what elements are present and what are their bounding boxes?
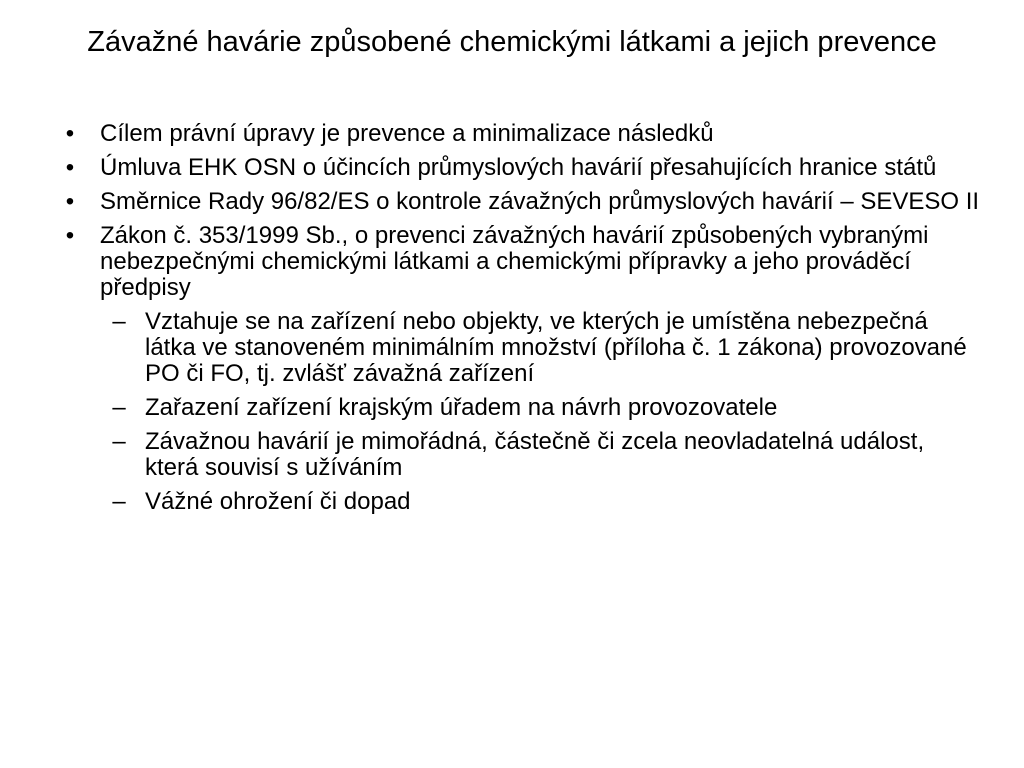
sub-bullet-text: Závažnou havárií je mimořádná, částečně či zcela neovladatelná událost, která souvisí s užíváním [145, 428, 925, 481]
bullet-marker: • [65, 154, 75, 181]
sub-bullet-marker: – [112, 394, 126, 421]
sub-bullet-text: Vážné ohrožení či dopad [145, 488, 411, 515]
bullet-item [60, 155, 980, 181]
sub-bullet-list [100, 309, 980, 515]
bullet-marker: • [65, 188, 75, 215]
slide-title: Závažné havárie způsobené chemickými látkami a jejich prevence [87, 26, 937, 58]
sub-bullet-marker: – [112, 488, 126, 515]
sub-bullet-marker: – [112, 308, 126, 335]
sub-bullet-text: Vztahuje se na zařízení nebo objekty, ve kterých je umístěna nebezpečná látka ve stanoveném minimálním množství (příloha č. 1 zákona) provozované PO či FO, tj. zvlášť závažná zařízení [145, 308, 967, 387]
sub-bullet-item [108, 395, 980, 421]
bullet-text: Směrnice Rady 96/82/ES o kontrole závažných průmyslových havárií – SEVESO II [100, 188, 980, 215]
bullet-text: Cílem právní úpravy je prevence a minimalizace následků [100, 120, 714, 147]
bullet-list [60, 121, 980, 523]
bullet-text: Úmluva EHK OSN o účincích průmyslových havárií přesahujících hranice států [100, 154, 937, 181]
sub-bullet-item [108, 429, 980, 481]
sub-bullet-item [108, 489, 980, 515]
sub-bullet-marker: – [112, 428, 126, 455]
sub-bullet-text: Zařazení zařízení krajským úřadem na návrh provozovatele [145, 394, 778, 421]
bullet-marker: • [65, 120, 75, 147]
sub-bullet-item [108, 309, 980, 387]
bullet-marker: • [65, 222, 75, 249]
bullet-item [60, 189, 980, 215]
bullet-item [60, 121, 980, 147]
bullet-item [60, 223, 980, 515]
bullet-text: Zákon č. 353/1999 Sb., o prevenci závažných havárií způsobených vybranými nebezpečnými chemickými látkami a chemickými přípravky a jeho prováděcí předpisy [100, 222, 929, 301]
